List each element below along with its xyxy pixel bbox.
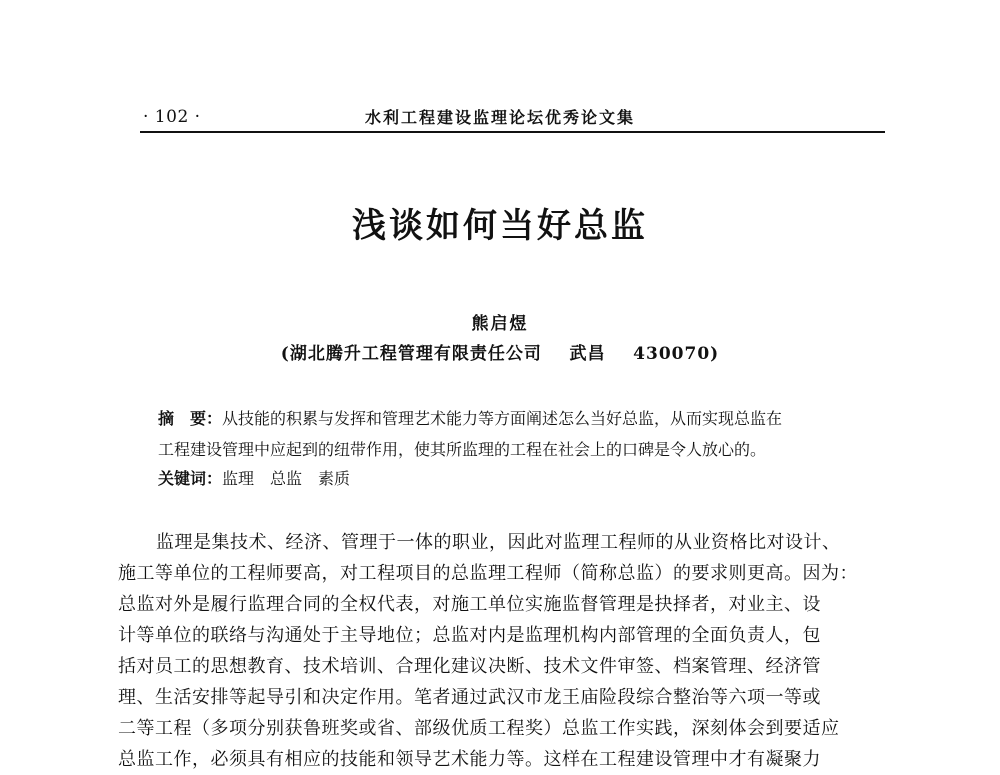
abstract-label: 摘 要： (158, 409, 223, 428)
keywords (158, 467, 858, 491)
body-line: 计等单位的联络与沟通处于主导地位；总监对内是监理机构内部管理的全面负责人，包 (118, 625, 821, 646)
running-title: 水利工程建设监理论坛优秀论文集 (364, 108, 635, 127)
abstract-line-1 (158, 403, 858, 434)
keyword-item: 监理 (222, 469, 255, 488)
body-line: 括对员工的思想教育、技术培训、合理化建议决断、技术文件审签、档案管理、经济管 (118, 656, 821, 677)
keyword-item: 总监 (270, 469, 303, 488)
paper-title: 浅谈如何当好总监 (352, 206, 648, 246)
author-affiliation: (湖北腾升工程管理有限责任公司 武昌 430070) (280, 344, 720, 364)
abstract (158, 403, 858, 465)
abstract-text: 从技能的积累与发挥和管理艺术能力等方面阐述怎么当好总监，从而实现总监在 (222, 409, 783, 428)
header-rule (140, 131, 885, 133)
body-line: 总监工作，必须具有相应的技能和领导艺术能力等。这样在工程建设管理中才有凝聚力 (118, 749, 821, 770)
body-line: 理、生活安排等起导引和决定作用。笔者通过武汉市龙王庙险段综合整治等六项一等或 (118, 687, 821, 708)
page-number: · 102 · (143, 107, 201, 127)
author-name: 熊启煜 (471, 314, 529, 334)
keywords-label: 关键词： (158, 469, 223, 488)
body-line: 二等工程（多项分别获鲁班奖或省、部级优质工程奖）总监工作实践，深刻体会到要适应 (118, 718, 840, 739)
body-paragraph (118, 527, 888, 775)
abstract-line-2: 工程建设管理中应起到的纽带作用，使其所监理的工程在社会上的口碑是令人放心的。 (158, 440, 767, 459)
keyword-item: 素质 (318, 469, 351, 488)
body-line: 总监对外是履行监理合同的全权代表，对施工单位实施监督管理是抉择者，对业主、设 (118, 594, 821, 615)
body-line: 监理是集技术、经济、管理于一体的职业，因此对监理工程师的从业资格比对设计、 (156, 532, 841, 553)
body-line: 施工等单位的工程师要高，对工程项目的总监理工程师（简称总监）的要求则更高。因为： (118, 563, 858, 584)
